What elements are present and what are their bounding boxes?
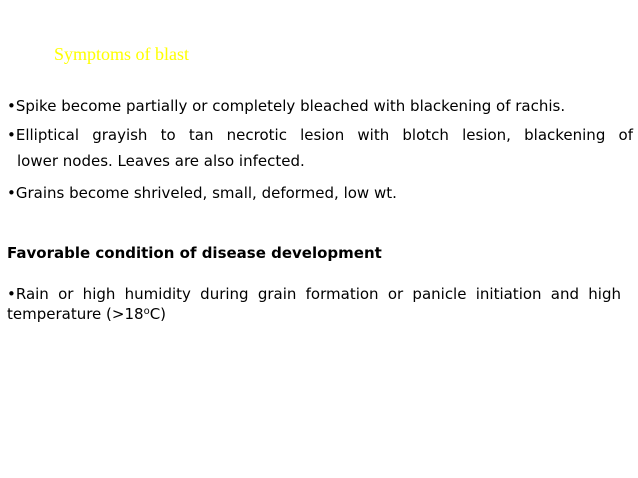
bullet-spike-bleached: •Spike become partially or completely bleached with blackening of rachis. (7, 97, 566, 115)
condition-line2 (7, 304, 633, 324)
condition-line1: •Rain or high humidity during grain formation or panicle initiation and high (7, 285, 621, 303)
bullet-favorable-condition (7, 284, 633, 324)
bullet-elliptical-lesion-line2: lower nodes. Leaves are also infected. (17, 152, 305, 170)
bullet-elliptical-lesion (7, 125, 633, 171)
section-heading: Favorable condition of disease development (7, 244, 382, 262)
degree-superscript: o (143, 306, 150, 317)
condition-line2-unit: C) (149, 305, 167, 323)
condition-line2-text: temperature (>18 (7, 305, 144, 323)
bullet-elliptical-lesion-line1: •Elliptical grayish to tan necrotic lesion with blotch lesion, blackening of (7, 126, 633, 144)
slide-title: Symptoms of blast (54, 44, 190, 64)
bullet-grains-shriveled: •Grains become shriveled, small, deformed, low wt. (7, 184, 397, 202)
